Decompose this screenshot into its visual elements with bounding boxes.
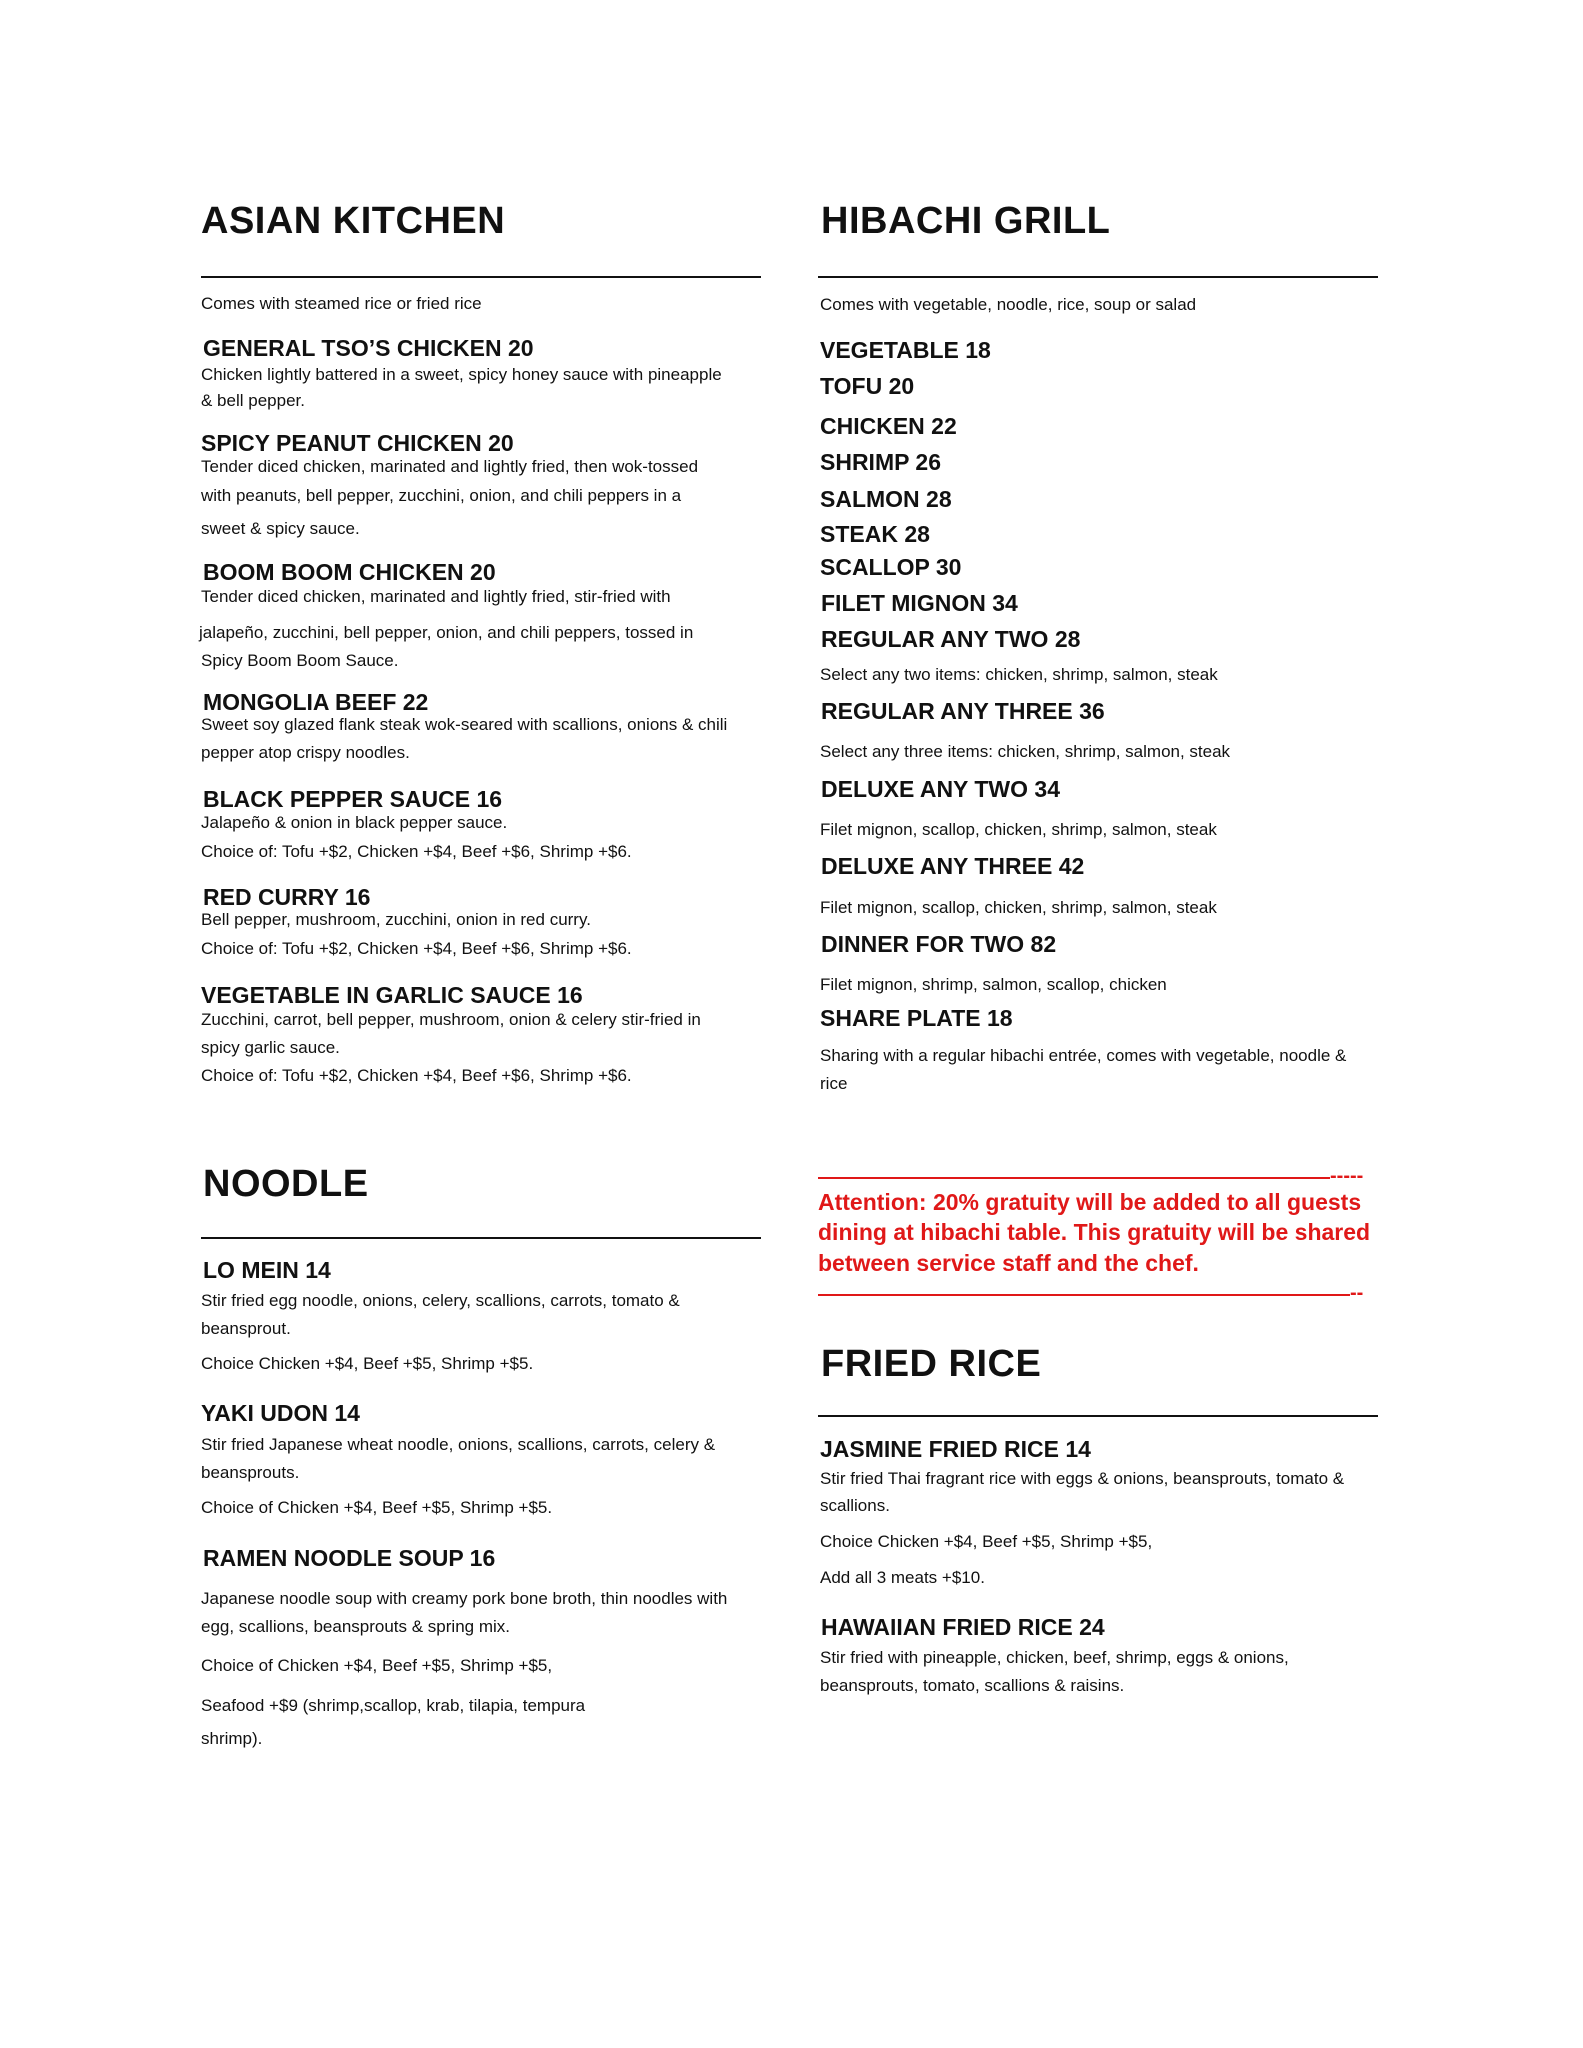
menu-item-name: DINNER FOR TWO 82	[821, 931, 1057, 957]
menu-item-name: SALMON 28	[820, 486, 952, 512]
menu-item-name: STEAK 28	[820, 521, 930, 547]
menu-item-desc: jalapeño, zucchini, bell pepper, onion, and chili peppers, tossed in	[199, 623, 694, 642]
menu-item-desc: Choice of: Tofu +$2, Chicken +$4, Beef +$6, Shrimp +$6.	[201, 842, 632, 861]
menu-item-desc: Stir fried Thai fragrant rice with eggs & onions, beansprouts, tomato &	[820, 1469, 1345, 1488]
menu-item-desc: Filet mignon, scallop, chicken, shrimp, salmon, steak	[820, 820, 1217, 839]
menu-item-desc: pepper atop crispy noodles.	[201, 743, 410, 762]
notice-dashes-top: -----	[1330, 1165, 1364, 1187]
section-divider	[818, 276, 1378, 278]
notice-divider-top	[818, 1177, 1330, 1179]
menu-item-desc: spicy garlic sauce.	[201, 1038, 340, 1057]
menu-item-name: SHARE PLATE 18	[820, 1005, 1013, 1031]
menu-item-name: BOOM BOOM CHICKEN 20	[203, 559, 496, 585]
notice-text: between service staff and the chef.	[818, 1250, 1199, 1276]
section-note: Comes with steamed rice or fried rice	[201, 294, 482, 313]
menu-item-name: SCALLOP 30	[820, 554, 962, 580]
section-note: Comes with vegetable, noodle, rice, soup or salad	[820, 295, 1197, 314]
menu-item-name: CHICKEN 22	[820, 413, 957, 439]
menu-item-name: REGULAR ANY THREE 36	[821, 698, 1105, 724]
menu-item-desc: Tender diced chicken, marinated and lightly fried, stir-fried with	[201, 587, 671, 606]
menu-item-name: RED CURRY 16	[203, 884, 371, 910]
notice-text: dining at hibachi table. This gratuity will be shared	[818, 1219, 1371, 1245]
menu-item-desc: Spicy Boom Boom Sauce.	[201, 651, 399, 670]
menu-item-desc: Bell pepper, mushroom, zucchini, onion in red curry.	[201, 910, 591, 929]
menu-item-name: VEGETABLE 18	[820, 337, 991, 363]
menu-item-name: FILET MIGNON 34	[821, 590, 1018, 616]
menu-item-name: YAKI UDON 14	[201, 1400, 360, 1426]
menu-item-desc: scallions.	[820, 1496, 890, 1515]
section-title-fried-rice: FRIED RICE	[821, 1343, 1042, 1385]
menu-item-name: DELUXE ANY TWO 34	[821, 776, 1060, 802]
menu-item-desc: Tender diced chicken, marinated and lightly fried, then wok-tossed	[201, 457, 699, 476]
menu-item-name: RAMEN NOODLE SOUP 16	[203, 1545, 496, 1571]
menu-item-desc: Choice of: Tofu +$2, Chicken +$4, Beef +$6, Shrimp +$6.	[201, 1066, 632, 1085]
menu-item-desc: shrimp).	[201, 1729, 263, 1748]
section-title-noodle: NOODLE	[203, 1163, 369, 1205]
menu-item-name: SPICY PEANUT CHICKEN 20	[201, 430, 514, 456]
section-divider	[818, 1415, 1378, 1417]
menu-item-desc: Select any three items: chicken, shrimp, salmon, steak	[820, 742, 1231, 761]
menu-item-desc: Stir fried egg noodle, onions, celery, scallions, carrots, tomato &	[201, 1291, 680, 1310]
menu-item-desc: Filet mignon, scallop, chicken, shrimp, salmon, steak	[820, 898, 1217, 917]
menu-item-desc: rice	[820, 1074, 848, 1093]
menu-item-desc: & bell pepper.	[201, 391, 305, 410]
menu-item-desc: Jalapeño & onion in black pepper sauce.	[201, 813, 508, 832]
menu-item-desc: Sharing with a regular hibachi entrée, comes with vegetable, noodle &	[820, 1046, 1347, 1065]
menu-item-name: VEGETABLE IN GARLIC SAUCE 16	[201, 982, 583, 1008]
menu-item-name: SHRIMP 26	[820, 449, 942, 475]
notice-text: Attention: 20% gratuity will be added to all guests	[818, 1189, 1362, 1215]
menu-item-desc: Choice Chicken +$4, Beef +$5, Shrimp +$5,	[820, 1532, 1153, 1551]
menu-item-name: JASMINE FRIED RICE 14	[820, 1436, 1091, 1462]
section-divider	[201, 1237, 761, 1239]
section-divider	[201, 276, 761, 278]
menu-item-desc: Add all 3 meats +$10.	[820, 1568, 985, 1587]
menu-item-desc: Sweet soy glazed flank steak wok-seared with scallions, onions & chili	[201, 715, 728, 734]
menu-item-desc: Chicken lightly battered in a sweet, spicy honey sauce with pineapple	[201, 365, 722, 384]
menu-item-name: MONGOLIA BEEF 22	[203, 689, 429, 715]
menu-item-name: BLACK PEPPER SAUCE 16	[203, 786, 503, 812]
menu-item-desc: beansprouts, tomato, scallions & raisins.	[820, 1676, 1125, 1695]
menu-item-desc: Stir fried with pineapple, chicken, beef, shrimp, eggs & onions,	[820, 1648, 1289, 1667]
menu-item-name: HAWAIIAN FRIED RICE 24	[821, 1614, 1105, 1640]
notice-dashes-bottom: --	[1350, 1282, 1364, 1304]
menu-item-desc: with peanuts, bell pepper, zucchini, onion, and chili peppers in a	[201, 486, 682, 505]
menu-item-desc: Seafood +$9 (shrimp,scallop, krab, tilapia, tempura	[201, 1696, 586, 1715]
menu-item-desc: Choice of: Tofu +$2, Chicken +$4, Beef +$6, Shrimp +$6.	[201, 939, 632, 958]
menu-item-desc: Choice Chicken +$4, Beef +$5, Shrimp +$5.	[201, 1354, 534, 1373]
menu-item-name: LO MEIN 14	[203, 1257, 331, 1283]
section-title-asian-kitchen: ASIAN KITCHEN	[201, 200, 506, 242]
menu-item-name: DELUXE ANY THREE 42	[821, 853, 1085, 879]
menu-item-desc: Filet mignon, shrimp, salmon, scallop, chicken	[820, 975, 1167, 994]
menu-item-name: TOFU 20	[820, 373, 915, 399]
menu-item-desc: egg, scallions, beansprouts & spring mix.	[201, 1617, 510, 1636]
menu-item-desc: beansprout.	[201, 1319, 291, 1338]
menu-item-desc: Stir fried Japanese wheat noodle, onions, scallions, carrots, celery &	[201, 1435, 716, 1454]
menu-item-desc: Japanese noodle soup with creamy pork bone broth, thin noodles with	[201, 1589, 728, 1608]
section-title-hibachi-grill: HIBACHI GRILL	[821, 200, 1111, 242]
notice-divider-bottom	[818, 1294, 1350, 1296]
menu-item-desc: Choice of Chicken +$4, Beef +$5, Shrimp +$5,	[201, 1656, 553, 1675]
menu-item-desc: Choice of Chicken +$4, Beef +$5, Shrimp +$5.	[201, 1498, 553, 1517]
menu-item-name: GENERAL TSO’S CHICKEN 20	[203, 335, 534, 361]
menu-item-name: REGULAR ANY TWO 28	[821, 626, 1081, 652]
menu-item-desc: sweet & spicy sauce.	[201, 519, 360, 538]
menu-item-desc: Select any two items: chicken, shrimp, salmon, steak	[820, 665, 1218, 684]
menu-item-desc: beansprouts.	[201, 1463, 300, 1482]
menu-item-desc: Zucchini, carrot, bell pepper, mushroom, onion & celery stir-fried in	[201, 1010, 701, 1029]
